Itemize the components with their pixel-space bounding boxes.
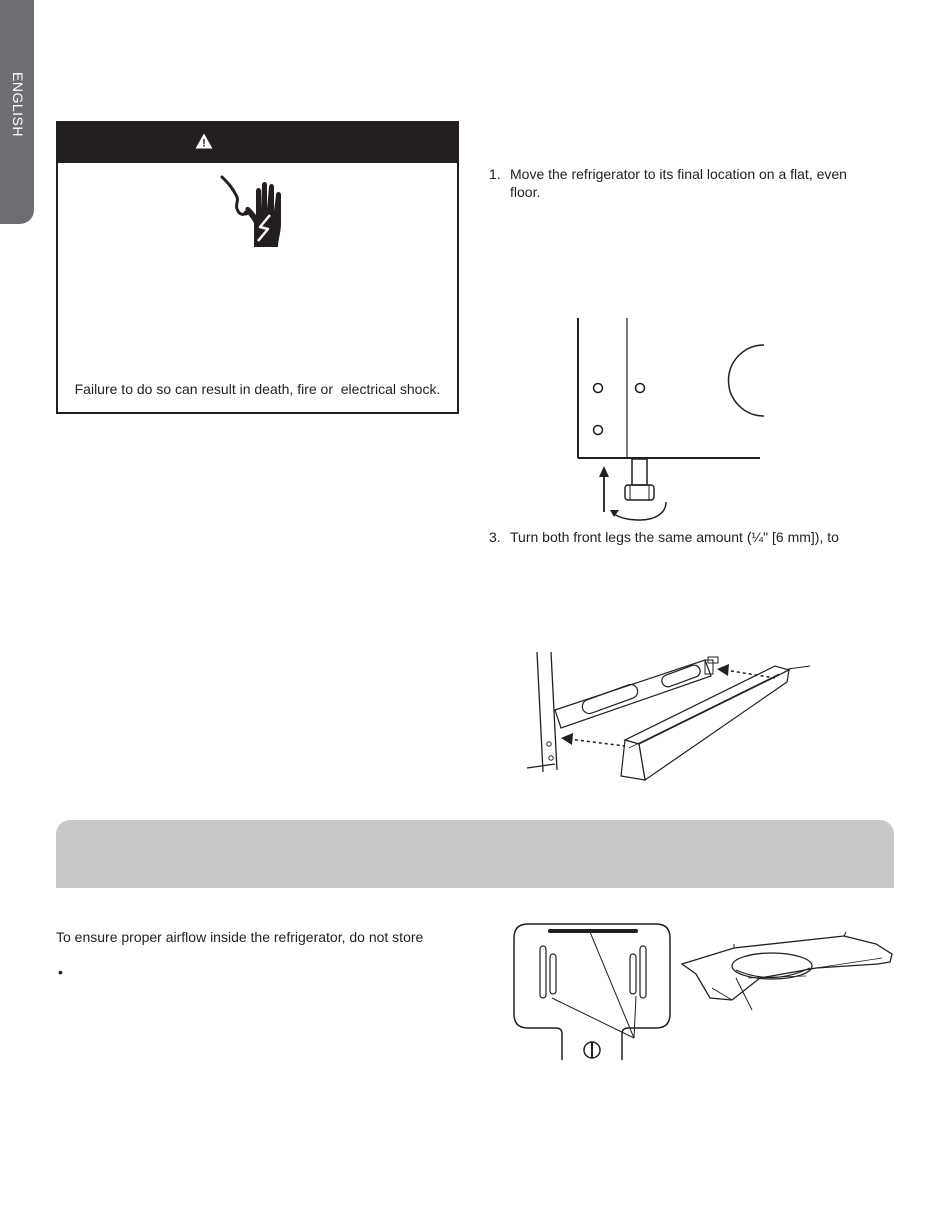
section-band bbox=[56, 820, 894, 888]
warning-text: Failure to do so can result in death, fire or electrical shock. bbox=[74, 381, 441, 397]
airflow-text: To ensure proper airflow inside the refrigerator, do not store bbox=[56, 929, 424, 945]
step-1-line-1: Move the refrigerator to its final location on a flat, even bbox=[510, 166, 847, 182]
step-3-text: Turn both front legs the same amount (¼" [6 mm]), to bbox=[510, 529, 839, 545]
language-tab bbox=[0, 0, 34, 224]
step-1-line-2: floor. bbox=[510, 184, 541, 200]
step-1-number: 1. bbox=[489, 166, 501, 182]
warning-symbol: ! bbox=[202, 137, 206, 149]
bullet: • bbox=[58, 964, 63, 980]
warning-header bbox=[58, 123, 457, 163]
step-3-number: 3. bbox=[489, 529, 501, 545]
warning-triangle-icon bbox=[195, 133, 213, 149]
language-tab-label: ENGLISH bbox=[10, 72, 26, 137]
duct-cover-illustration bbox=[676, 922, 896, 1018]
base-grille-illustration bbox=[525, 648, 825, 788]
step-3 bbox=[489, 528, 889, 548]
step-1 bbox=[489, 165, 889, 205]
leveling-leg-illustration bbox=[570, 316, 770, 526]
electrical-shock-hand-icon bbox=[218, 175, 288, 249]
warning-box bbox=[56, 121, 459, 414]
air-vent-illustration bbox=[510, 922, 675, 1064]
